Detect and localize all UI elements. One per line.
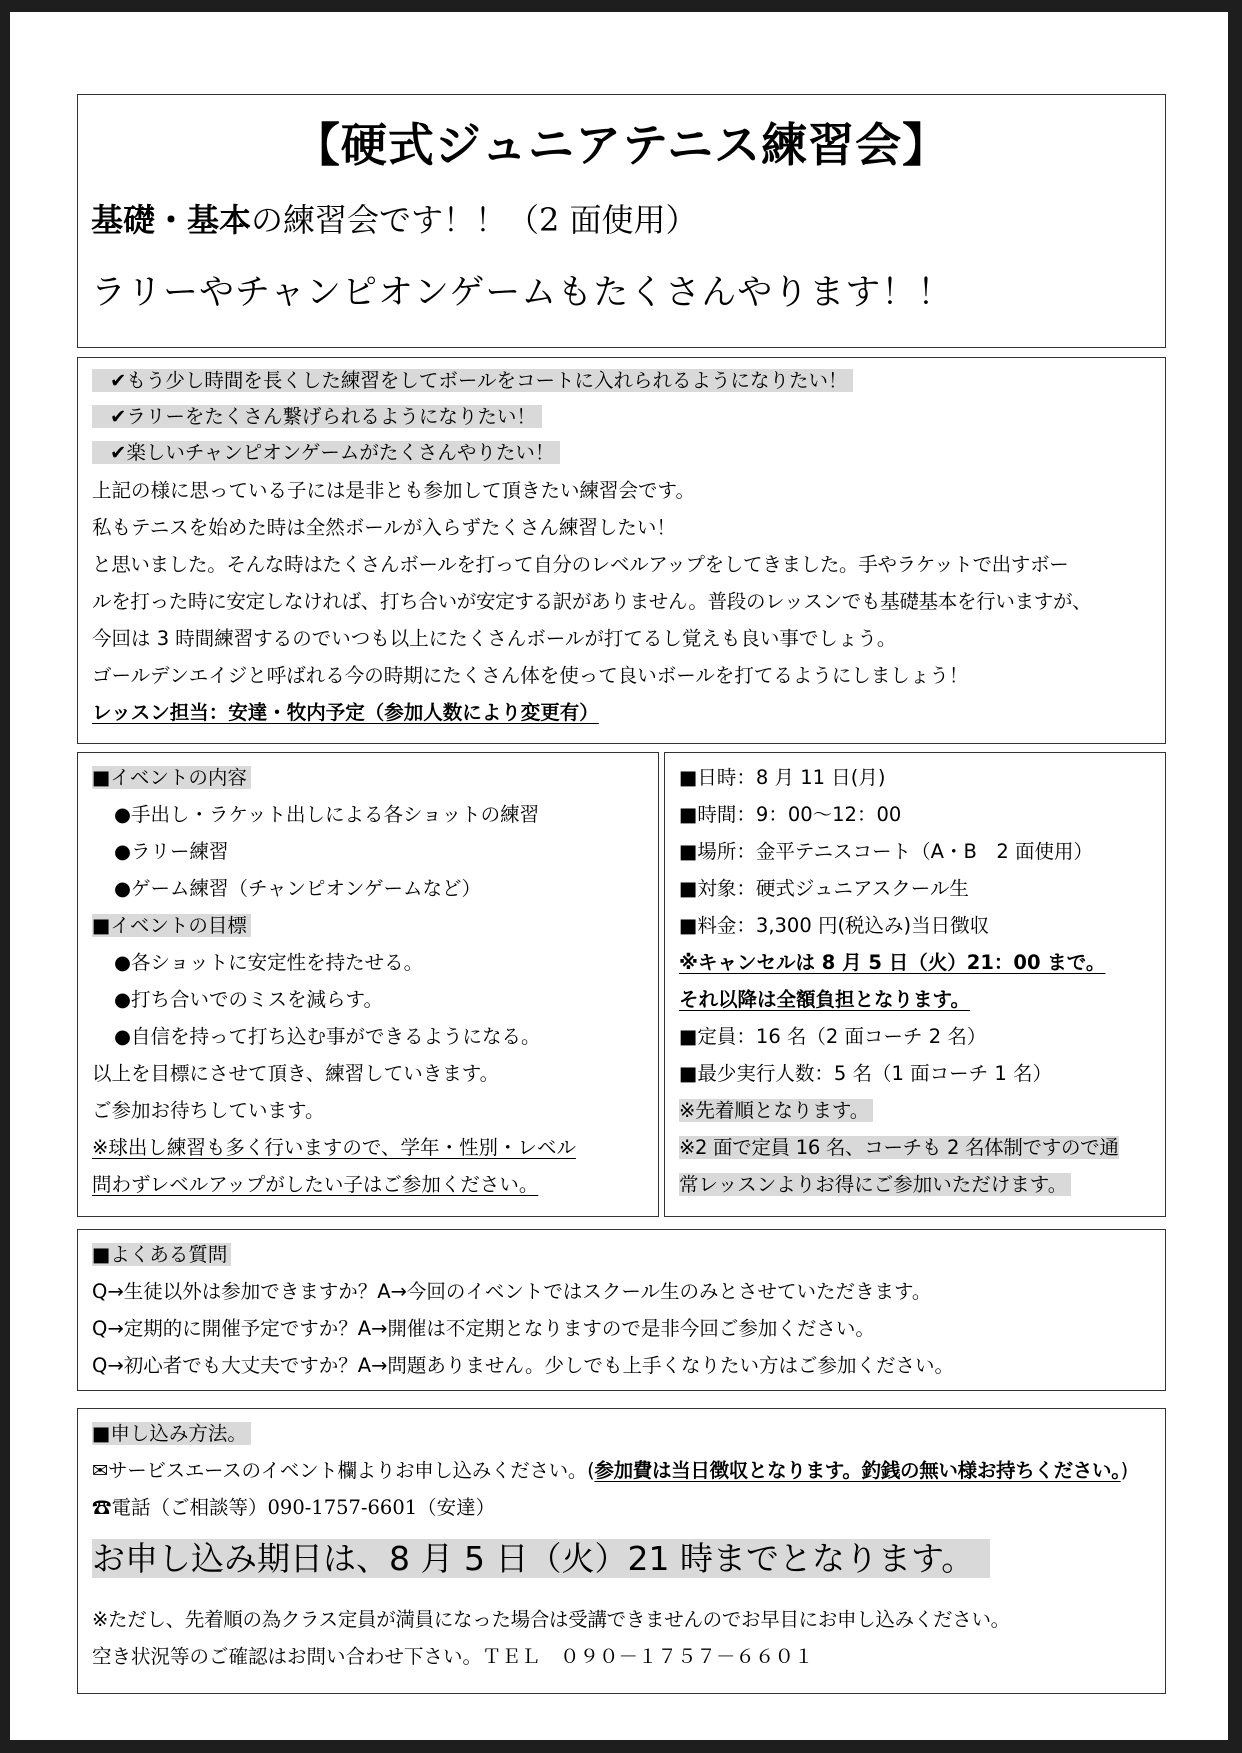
apply-fee-note: 参加費は当日徴収となります。釣銭の無い様お持ちください。 (594, 1459, 1121, 1482)
faq-item: Q→定期的に開催予定ですか？A→開催は不定期となりますので是非今回ご参加ください。 (92, 1317, 875, 1340)
flyer-page (10, 12, 1228, 1740)
check-item: ✔ラリーをたくさん繋げられるようになりたい！ (92, 405, 542, 428)
faq-heading: ■よくある質問 (92, 1243, 231, 1266)
event-note: 問わずレベルアップがしたい子はご参加ください。 (92, 1173, 539, 1196)
event-box (77, 752, 659, 1217)
intro-paragraph: 今回は 3 時間練習するのでいつも以上にたくさんボールが打てるし覚えも良い事でしょう。 (92, 627, 897, 650)
intro-paragraph: と思いました。そんな時はたくさんボールを打って自分のレベルアップをしてきました。手やラケットで出すボー (92, 553, 1069, 576)
bonus-note: 常レッスンよりお得にご参加いただけます。 (679, 1173, 1071, 1196)
apply-contact: 空き状況等のご確認はお問い合わせ下さい。ＴＥＬ ０９０－１７５７－６６０１ (92, 1645, 814, 1668)
details-box (664, 752, 1166, 1217)
subtitle-rest: の練習会です！！（2 面使用） (251, 201, 698, 239)
apply-note: ※ただし、先着順の為クラス定員が満員になった場合は受講できませんのでお早目にお申し込みください。 (92, 1608, 1010, 1631)
intro-paragraph: ゴールデンエイジと呼ばれる今の時期にたくさん体を使って良いボールを打てるようにしましょう！ (92, 664, 969, 687)
instructor-note: レッスン担当：安達・牧内予定（参加人数により変更有） (92, 701, 599, 724)
intro-paragraph: ルを打った時に安定しなければ、打ち合いが安定する訳がありません。普段のレッスンでも基礎基本を行いますが、 (92, 590, 1092, 613)
bonus-note: ※2 面で定員 16 名、コーチも 2 名体制ですので通 (679, 1136, 1119, 1159)
faq-item: Q→初心者でも大丈夫ですか？A→問題ありません。少しでも上手くなりたい方はご参加ください。 (92, 1354, 955, 1377)
check-item: ✔もう少し時間を長くした練習をしてボールをコートに入れられるようになりたい！ (92, 369, 853, 392)
event-goal-item: ●各ショットに安定性を持たせる。 (114, 951, 424, 974)
first-come-note: ※先着順となります。 (679, 1099, 873, 1122)
event-place: ■場所：金平テニスコート（A・B 2 面使用） (679, 840, 1093, 863)
event-content-item: ●ゲーム練習（チャンピオンゲームなど） (114, 877, 482, 900)
event-capacity: ■定員：16 名（2 面コーチ 2 名） (679, 1025, 987, 1048)
subtitle-bold: 基礎・基本 (91, 201, 252, 239)
apply-deadline: お申し込み期日は、8 月 5 日（火）21 時までとなります。 (92, 1539, 990, 1578)
event-closing: ご参加お待ちしています。 (92, 1099, 325, 1122)
apply-mail-suffix: ) (1120, 1459, 1128, 1482)
subtitle-2: ラリーやチャンピオンゲームもたくさんやります！！ (91, 273, 954, 313)
event-content-heading: ■イベントの内容 (92, 766, 251, 789)
intro-paragraph: 私もテニスを始めた時は全然ボールが入らずたくさん練習したい！ (92, 516, 676, 539)
event-goal-item: ●自信を持って打ち込む事ができるようになる。 (114, 1025, 541, 1048)
intro-paragraph: 上記の様に思っている子には是非とも参加して頂きたい練習会です。 (92, 479, 695, 502)
event-goal-item: ●打ち合いでのミスを減らす。 (114, 988, 383, 1011)
apply-mail-line (92, 1458, 1128, 1484)
event-closing: 以上を目標にさせて頂き、練習していきます。 (92, 1062, 500, 1085)
subtitle (91, 195, 698, 241)
check-item: ✔楽しいチャンピオンゲームがたくさんやりたい！ (92, 441, 560, 464)
event-date: ■日時：8 月 11 日(月) (679, 766, 886, 789)
page-title: 【硬式ジュニアテニス練習会】 (293, 118, 950, 172)
event-target: ■対象：硬式ジュニアスクール生 (679, 877, 969, 900)
event-fee: ■料金：3,300 円(税込み)当日徴収 (679, 914, 990, 937)
intro-box (77, 357, 1166, 744)
apply-phone: ☎電話（ご相談等）090-1757-6601（安達） (92, 1496, 496, 1519)
event-content-item: ●手出し・ラケット出しによる各ショットの練習 (114, 803, 540, 826)
title-box (77, 94, 1166, 348)
event-time: ■時間：9：00〜12：00 (679, 803, 902, 826)
mail-icon-text: ✉サービスエースのイベント欄よりお申し込みください。( (92, 1459, 595, 1482)
event-goal-heading: ■イベントの目標 (92, 914, 251, 937)
faq-box (77, 1229, 1166, 1391)
faq-item: Q→生徒以外は参加できますか？A→今回のイベントではスクール生のみとさせていただきます。 (92, 1280, 932, 1303)
event-content-item: ●ラリー練習 (114, 840, 229, 863)
event-minimum: ■最少実行人数：5 名（1 面コーチ 1 名） (679, 1062, 1052, 1085)
apply-box (77, 1408, 1166, 1694)
event-note: ※球出し練習も多く行いますので、学年・性別・レベル (92, 1136, 576, 1159)
cancel-policy: ※キャンセルは 8 月 5 日（火）21：00 まで。 (679, 951, 1106, 974)
apply-heading: ■申し込み方法。 (92, 1422, 251, 1445)
cancel-policy: それ以降は全額負担となります。 (679, 988, 970, 1011)
